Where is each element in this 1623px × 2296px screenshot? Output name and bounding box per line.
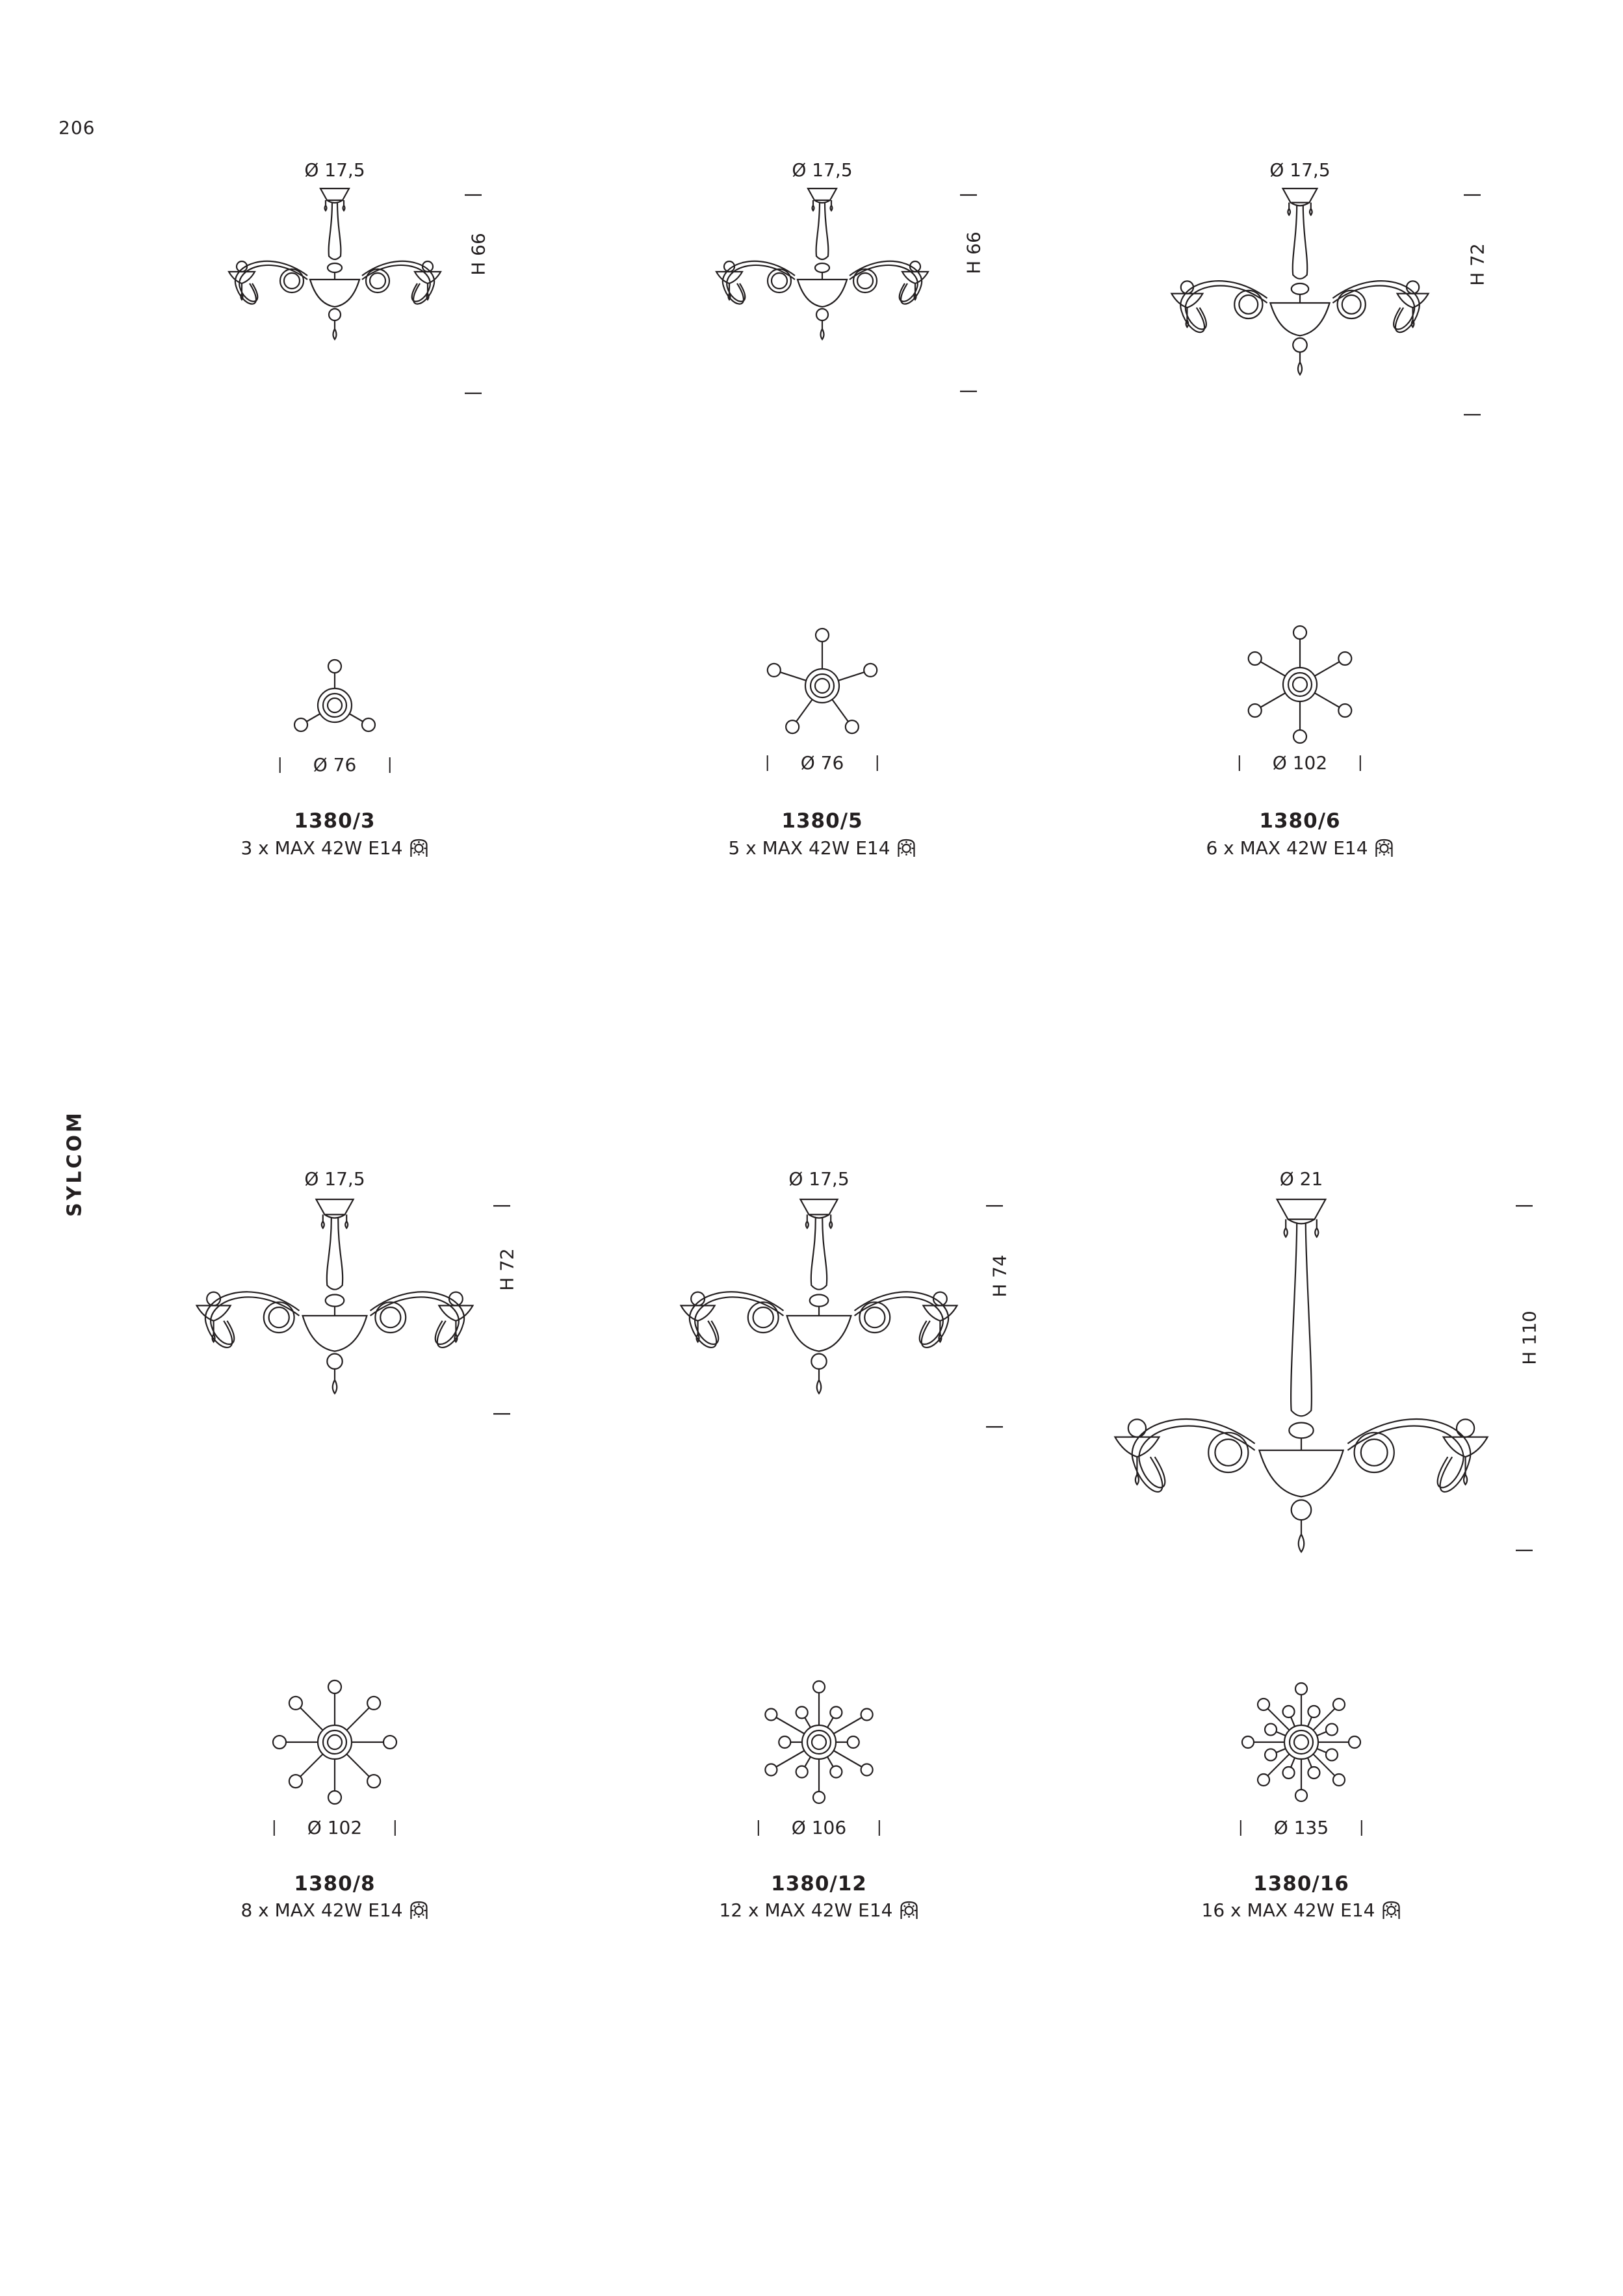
diameter-tick-left — [274, 1820, 275, 1836]
diameter-tick-left — [767, 755, 768, 771]
product-code: 1380/8 — [294, 1872, 376, 1896]
chandelier-plan-drawing — [762, 625, 883, 746]
plan-diameter-row — [274, 1817, 396, 1838]
height-label: H 72 — [1466, 243, 1488, 286]
diameter-tick-left — [758, 1820, 759, 1836]
spec-text: 5 x MAX 42W E14 — [728, 837, 890, 859]
product-code: 1380/5 — [781, 809, 863, 833]
diameter-tick-right — [389, 757, 390, 773]
plan-diameter-row — [758, 1817, 880, 1838]
bulb-class-icon — [1381, 1901, 1401, 1920]
spec-text: 12 x MAX 42W E14 — [719, 1899, 893, 1921]
diameter-tick-left — [1239, 755, 1240, 771]
height-dimension-ticks — [959, 194, 978, 393]
height-label: H 66 — [467, 232, 489, 276]
product-spec — [240, 1899, 428, 1921]
product-code: 1380/3 — [294, 809, 376, 833]
bulb-class-icon — [409, 839, 429, 858]
top-diameter-label: Ø 17,5 — [792, 159, 853, 181]
chandelier-elevation-drawing — [227, 189, 442, 358]
height-label: H 72 — [496, 1248, 518, 1291]
plan-diameter-label: Ø 102 — [1272, 752, 1328, 774]
chandelier-elevation-drawing — [679, 1199, 959, 1427]
product-code: 1380/16 — [1253, 1872, 1349, 1896]
top-diameter-label: Ø 17,5 — [1269, 159, 1331, 181]
chandelier-elevation-drawing — [195, 1199, 474, 1414]
diameter-tick-right — [1360, 755, 1361, 771]
diameter-tick-right — [876, 755, 877, 771]
plan-diameter-label: Ø 135 — [1273, 1817, 1329, 1838]
diameter-tick-right — [1361, 1820, 1362, 1836]
spec-text: 16 x MAX 42W E14 — [1201, 1899, 1375, 1921]
product-spec — [1202, 1899, 1401, 1921]
diameter-tick-right — [395, 1820, 396, 1836]
plan-diameter-row — [279, 754, 391, 776]
plan-diameter-label: Ø 106 — [791, 1817, 847, 1838]
height-dimension-ticks — [1514, 1205, 1534, 1552]
plan-diameter-label: Ø 102 — [307, 1817, 363, 1838]
chandelier-elevation-drawing — [1170, 189, 1430, 403]
chandelier-elevation-drawing — [1113, 1199, 1490, 1563]
chandelier-plan-drawing — [286, 657, 383, 754]
height-dimension-ticks — [1462, 194, 1482, 416]
spec-text: 6 x MAX 42W E14 — [1206, 837, 1368, 859]
top-diameter-label: Ø 17,5 — [304, 1168, 365, 1190]
product-spec — [1206, 837, 1394, 859]
bulb-class-icon — [897, 839, 916, 858]
height-dimension-ticks — [985, 1205, 1004, 1428]
spec-text: 8 x MAX 42W E14 — [240, 1899, 403, 1921]
plan-diameter-label: Ø 76 — [313, 754, 357, 776]
product-code: 1380/6 — [1259, 809, 1341, 833]
height-dimension-ticks — [463, 194, 483, 395]
top-diameter-label: Ø 21 — [1279, 1168, 1323, 1190]
diameter-tick-right — [879, 1820, 880, 1836]
chandelier-plan-drawing — [270, 1677, 400, 1807]
height-dimension-ticks — [492, 1205, 512, 1415]
plan-diameter-row — [1240, 1817, 1362, 1838]
bulb-class-icon — [899, 1901, 918, 1920]
diameter-tick-left — [279, 757, 281, 773]
page-number: 206 — [58, 117, 96, 138]
plan-diameter-row — [767, 752, 878, 774]
bulb-class-icon — [1375, 839, 1394, 858]
top-diameter-label: Ø 17,5 — [788, 1168, 850, 1190]
height-label: H 74 — [989, 1255, 1011, 1298]
plan-diameter-row — [1239, 752, 1361, 774]
diameter-tick-left — [1240, 1820, 1241, 1836]
product-code: 1380/12 — [771, 1872, 867, 1896]
chandelier-plan-drawing — [754, 1677, 884, 1807]
chandelier-elevation-drawing — [715, 189, 929, 358]
brand-label: SYLCOM — [63, 1110, 86, 1217]
top-diameter-label: Ø 17,5 — [304, 159, 365, 181]
chandelier-plan-drawing — [1238, 623, 1362, 746]
product-spec — [720, 1899, 919, 1921]
spec-text: 3 x MAX 42W E14 — [240, 837, 403, 859]
chandelier-plan-drawing — [1238, 1679, 1364, 1805]
product-spec — [240, 837, 428, 859]
bulb-class-icon — [409, 1901, 429, 1920]
plan-diameter-label: Ø 76 — [800, 752, 844, 774]
height-label: H 66 — [963, 231, 985, 274]
product-spec — [728, 837, 916, 859]
height-label: H 110 — [1518, 1311, 1540, 1365]
